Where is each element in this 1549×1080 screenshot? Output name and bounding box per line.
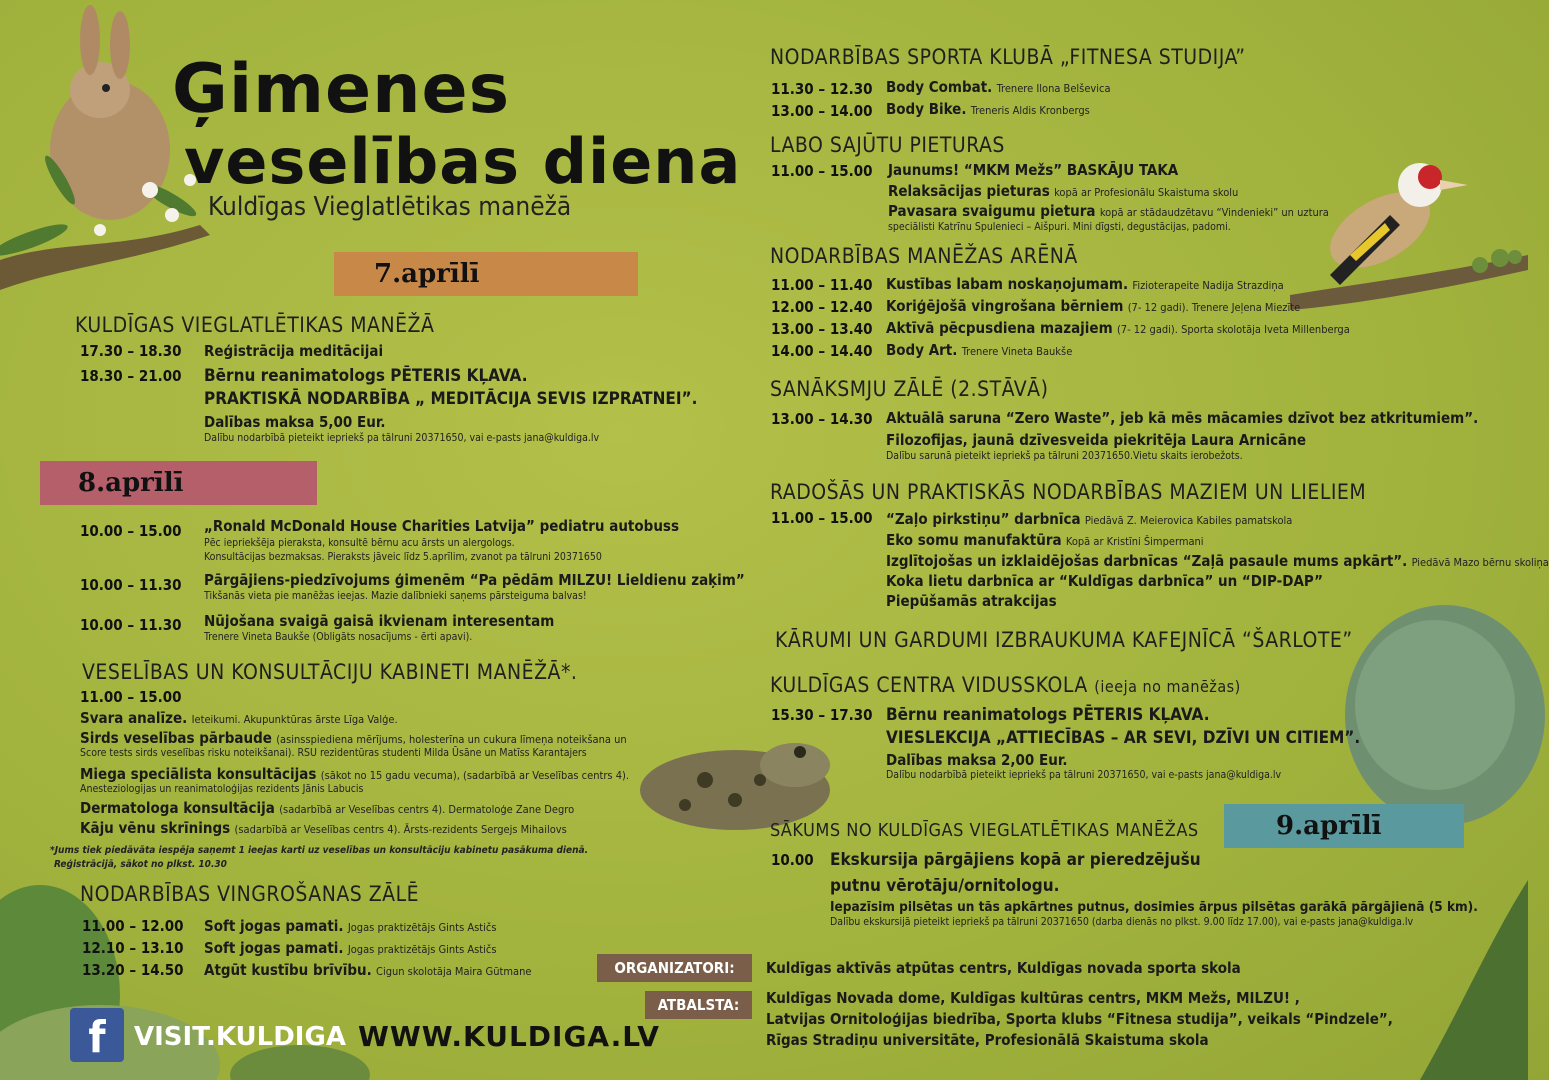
list-item: Soft jogas pamati. Jogas praktizētājs Gints Astičs [204,939,497,957]
event-time: 13.00 – 14.30 [771,410,873,428]
event-subtitle: Iepazīsim pilsētas un tās apkārtnes putnus, dosimies ārpus pilsētas garākā pārgājienā (5 km). [830,899,1478,915]
section-title: SĀKUMS NO KULDĪGAS VIEGLATLĒTIKAS MANĒŽAS [770,820,1199,841]
list-item: Soft jogas pamati. Jogas praktizētājs Gints Astičs [204,917,497,935]
list-item: Koriģējošā vingrošana bērniem (7- 12 gadi). Trenere Jeļena Miezīte [886,297,1301,315]
list-item: Body Bike. Treneris Aldis Kronbergs [886,100,1090,118]
section-title: NODARBĪBAS VINGROŠANAS ZĀLĒ [80,882,420,906]
event-title: Jaunums! “MKM Mežs” BASKĀJU TAKA [888,161,1179,179]
event-time: 13.20 – 14.50 [82,961,184,979]
event-fee: Dalības maksa 5,00 Eur. [204,413,386,431]
event-title: Ekskursija pārgājiens kopā ar pieredzējušu [830,850,1201,870]
list-item: Piepūšamās atrakcijas [886,592,1057,610]
list-item: Kāju vēnu skrīnings (sadarbībā ar Veselības centrs 4). Ārsts-rezidents Sergejs Mihailovs [80,819,567,837]
list-item: Body Art. Trenere Vineta Baukše [886,341,1073,359]
supporters-label: ATBALSTA: [645,991,752,1019]
website-link[interactable]: WWW.KULDIGA.LV [358,1020,660,1053]
event-time: 10.00 – 11.30 [80,576,182,594]
event-note: Konsultācijas bezmaksas. Pieraksts jāveic līdz 5.aprīlim, zvanot pa tālruni 20371650 [204,551,602,563]
event-title: Aktuālā saruna “Zero Waste”, jeb kā mēs mācamies dzīvot bez atkritumiem”. [886,409,1479,427]
event-title: Pārgājiens-piedzīvojums ģimenēm “Pa pēdām MILZU! Lieldienu zaķim” [204,571,745,589]
page-title-line2: veselības diena [184,125,742,198]
event-note: Score tests sirds veselības risku noteikšanai). RSU rezidentūras studenti Milda Ūsāne un Matīss Karantajers [80,747,587,759]
event-title: Bērnu reanimatologs PĒTERIS KĻAVA. [204,366,528,386]
list-item: Relaksācijas pieturas kopā ar Profesionālu Skaistuma skolu [888,182,1239,200]
event-time: 10.00 – 11.30 [80,616,182,634]
list-item: Atgūt kustību brīvību. Cigun skolotāja Maira Gūtmane [204,961,532,979]
event-time: 18.30 – 21.00 [80,367,182,385]
event-note: Dalību sarunā pieteikt iepriekš pa tālruni 20371650.Vietu skaits ierobežots. [886,450,1243,462]
event-time: 11.00 – 15.00 [80,688,182,706]
event-time: 10.00 [771,851,814,869]
event-title: Reģistrācija meditācijai [204,342,384,360]
event-time: 11.00 – 15.00 [771,509,873,527]
section-title: KĀRUMI UN GARDUMI IZBRAUKUMA KAFEJNĪCĀ “ŠARLOTE” [775,628,1353,652]
list-item: Miega speciālista konsultācijas (sākot no 15 gadu vecuma), (sadarbībā ar Veselības centrs 4). [80,765,630,783]
section-title: NODARBĪBAS SPORTA KLUBĀ „FITNESA STUDIJA” [770,45,1246,69]
event-title: PRAKTISKĀ NODARBĪBA „ MEDITĀCIJA SEVIS IZPRATNEI”. [204,389,698,409]
event-title: putnu vērotāju/ornitologu. [830,876,1060,896]
section-title: NODARBĪBAS MANĒŽAS ARĒNĀ [770,244,1078,268]
supporters-text: Rīgas Stradiņu universitāte, Profesionālā Skaistuma skola [766,1031,1209,1049]
event-time: 13.00 – 14.00 [771,102,873,120]
supporters-text: Latvijas Ornitoloģijas biedrība, Sporta klubs “Fitnesa studija”, veikals “Pindzele”, [766,1010,1393,1028]
event-title: Nūjošana svaigā gaisā ikvienam interesentam [204,612,555,630]
day-7-badge: 7.aprīlī [334,252,638,296]
event-time: 11.00 – 15.00 [771,162,873,180]
event-title: VIESLEKCIJA „ATTIECĪBAS – AR SEVI, DZĪVI UN CITIEM”. [886,728,1361,748]
day-8-badge: 8.aprīlī [40,461,317,505]
section-title: RADOŠĀS UN PRAKTISKĀS NODARBĪBAS MAZIEM UN LIELIEM [770,480,1367,504]
event-time: 15.30 – 17.30 [771,706,873,724]
event-note: Trenere Vineta Baukše (Obligāts nosacījums - ērti apavi). [204,631,473,643]
visit-link[interactable]: VISIT.KULDIGA [134,1022,346,1052]
event-title: „Ronald McDonald House Charities Latvija” pediatru autobuss [204,517,679,535]
event-time: 17.30 – 18.30 [80,342,182,360]
page-subtitle: Kuldīgas Vieglatlētikas manēžā [208,192,572,222]
event-subtitle: Filozofijas, jaunā dzīvesveida piekritēja Laura Arnicāne [886,431,1307,449]
event-title: Bērnu reanimatologs PĒTERIS KĻAVA. [886,705,1210,725]
section-title: VESELĪBAS UN KONSULTĀCIJU KABINETI MANĒŽĀ*. [82,660,578,684]
facebook-icon[interactable]: f [70,1008,124,1062]
event-time: 12.10 – 13.10 [82,939,184,957]
footnote: Reģistrācijā, sākot no plkst. 10.30 [54,859,227,870]
list-item: Aktīvā pēcpusdiena mazajiem (7- 12 gadi). Sporta skolotāja Iveta Millenberga [886,319,1350,337]
day-9-badge: 9.aprīlī [1224,804,1464,848]
event-time: 12.00 – 12.40 [771,298,873,316]
event-note: speciālisti Katrīnu Spulenieci – Aišpuri. Mini dīgsti, degustācijas, padomi. [888,221,1231,233]
list-item: Eko somu manufaktūra Kopā ar Kristīni Šimpermani [886,531,1204,549]
footnote: *Jums tiek piedāvāta iespēja saņemt 1 ieejas karti uz veselības un konsultāciju kabinetu pasākuma dienā. [50,845,588,856]
event-note: Dalību nodarbībā pieteikt iepriekš pa tālruni 20371650, vai e-pasts jana@kuldiga.lv [886,769,1282,781]
event-time: 10.00 – 15.00 [80,522,182,540]
event-fee: Dalības maksa 2,00 Eur. [886,751,1068,769]
organizers-text: Kuldīgas aktīvās atpūtas centrs, Kuldīgas novada sporta skola [766,959,1241,977]
section-title: KULDĪGAS CENTRA VIDUSSKOLA (ieeja no manēžas) [770,673,1241,697]
event-note: Dalību ekskursijā pieteikt iepriekš pa tālruni 20371650 (darba dienās no plkst. 9.00 līdz 17.00), vai e-pasts jana@kuldiga.lv [830,916,1414,928]
event-time: 14.00 – 14.40 [771,342,873,360]
event-time: 11.00 – 11.40 [771,276,873,294]
list-item: Svara analīze. Ieteikumi. Akupunktūras ārste Līga Valģe. [80,709,398,727]
list-item: Dermatologa konsultācija (sadarbībā ar Veselības centrs 4). Dermatoloģe Zane Degro [80,799,575,817]
event-time: 13.00 – 13.40 [771,320,873,338]
list-item: Izglītojošas un izklaidējošas darbnīcas “Zaļā pasaule mums apkārt”. Piedāvā Mazo bērnu skoliņa [886,552,1549,570]
list-item: Kustības labam noskaņojumam. Fizioterapeite Nadija Strazdiņa [886,275,1284,293]
event-note: Pēc iepriekšēja pieraksta, konsultē bērnu acu ārsts un alergologs. [204,537,515,549]
organizers-label: ORGANIZATORI: [597,954,752,982]
page-title-line1: Ģimenes [172,50,511,129]
event-time: 11.30 – 12.30 [771,80,873,98]
section-title: KULDĪGAS VIEGLATLĒTIKAS MANĒŽĀ [75,313,435,337]
event-time: 11.00 – 12.00 [82,917,184,935]
list-item: Body Combat. Trenere Ilona Belševica [886,78,1111,96]
list-item: Pavasara svaigumu pietura kopā ar stādaudzētavu “Vindenieki” un uztura [888,202,1329,220]
event-note: Anesteziologijas un reanimatoloģijas rezidents Jānis Labucis [80,783,364,795]
list-item: Sirds veselības pārbaude (asinsspiediena mērījums, holesterīna un cukura līmeņa noteikšana un [80,729,627,747]
list-item: “Zaļo pirkstiņu” darbnīca Piedāvā Z. Meierovica Kabiles pamatskola [886,510,1293,528]
list-item: Koka lietu darbnīca ar “Kuldīgas darbnīca” un “DIP-DAP” [886,572,1323,590]
event-note: Tikšanās vieta pie manēžas ieejas. Mazie dalībnieki saņems pārsteiguma balvas! [204,590,587,602]
supporters-text: Kuldīgas Novada dome, Kuldīgas kultūras centrs, MKM Mežs, MILZU! , [766,989,1300,1007]
section-title: SANĀKSMJU ZĀLĒ (2.STĀVĀ) [770,377,1049,401]
event-note: Dalību nodarbībā pieteikt iepriekš pa tālruni 20371650, vai e-pasts jana@kuldiga.lv [204,432,600,444]
section-title: LABO SAJŪTU PIETURAS [770,133,1005,157]
bird-illustration [1290,145,1528,345]
